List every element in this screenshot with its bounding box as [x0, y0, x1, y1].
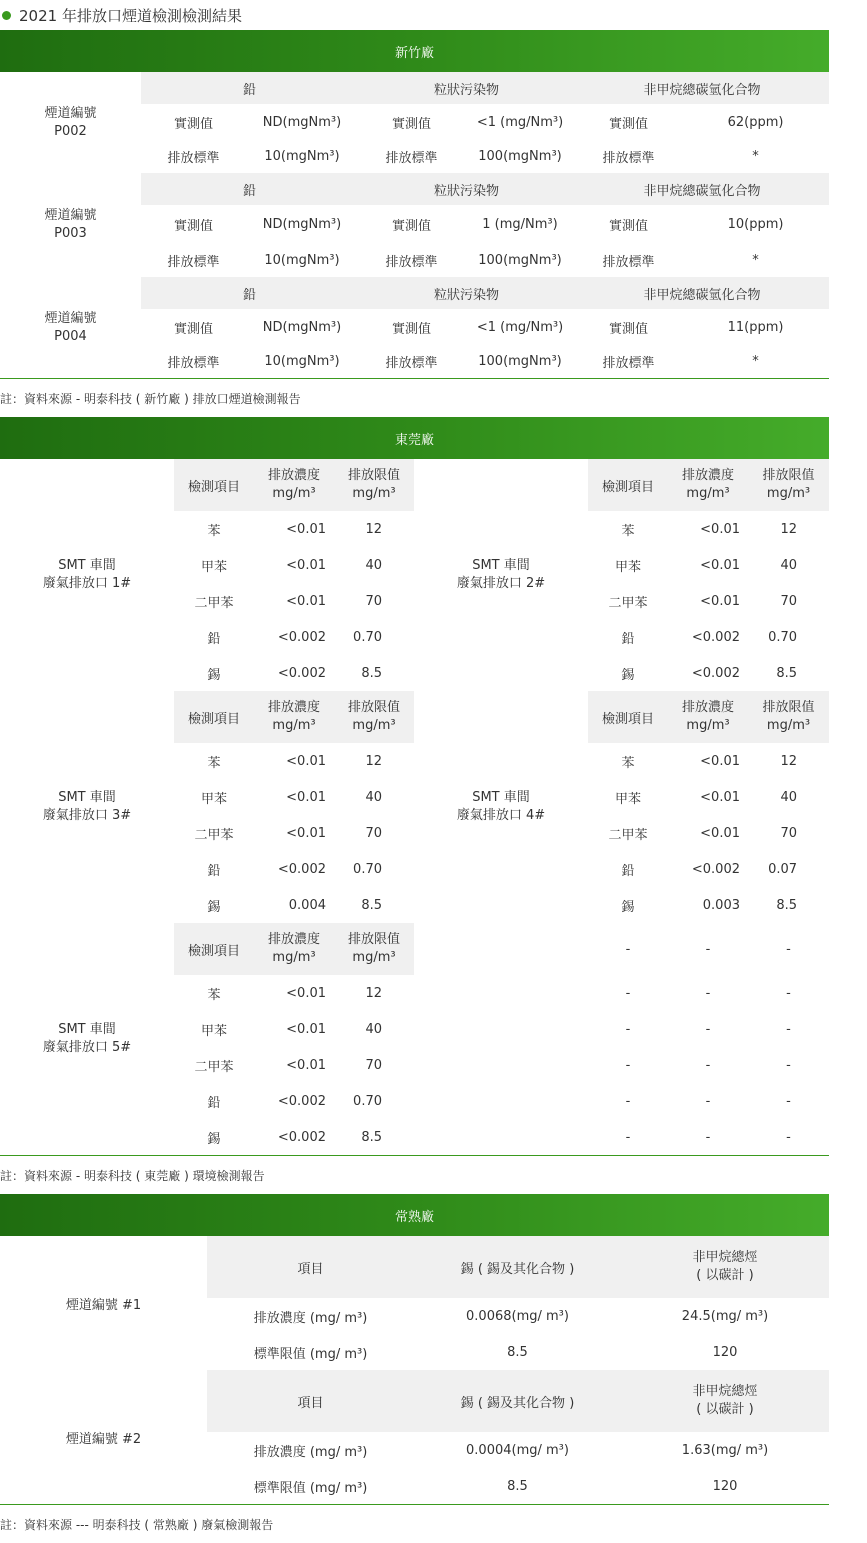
pollutant-name: 二甲苯 — [194, 595, 234, 611]
outlet-label — [0, 923, 174, 1156]
row-label-conc: 排放濃度 (mg/ m³) — [253, 1444, 368, 1460]
outlet-label — [414, 459, 588, 691]
emission-limit: 40 — [365, 789, 382, 805]
pm-measured: <1 (mg/Nm³) — [476, 319, 564, 335]
pm-measured: 1 (mg/Nm³) — [482, 217, 558, 232]
dash-cell: - — [625, 1021, 631, 1037]
conc-header-line1: 排放濃度 — [267, 932, 320, 948]
limit-header-line1: 排放限值 — [762, 468, 815, 484]
pollutant-name: 錫 — [621, 899, 635, 915]
emission-limit: 8.5 — [361, 1129, 382, 1145]
conc-header-unit: mg/m³ — [686, 718, 730, 733]
emission-conc: <0.002 — [691, 665, 740, 681]
limit-header-line1: 排放限值 — [347, 700, 400, 716]
col-item-header: 項目 — [207, 1370, 414, 1432]
col-lead-header: 鉛 — [141, 173, 358, 205]
dash-cell: - — [625, 985, 631, 1001]
col-particulate-header: 粒狀污染物 — [358, 72, 575, 104]
emission-limit: 0.07 — [768, 861, 798, 877]
empty-cell — [414, 923, 588, 975]
nmhc-measured: 11(ppm) — [727, 319, 784, 335]
col-item-header: 檢測項目 — [588, 459, 668, 511]
flue-label: 煙道編號 #1 — [65, 1297, 142, 1313]
col-limit-header — [748, 459, 829, 511]
nmhc-standard: * — [752, 149, 759, 164]
outlet-label — [0, 691, 174, 923]
pollutant-name: 錫 — [207, 899, 221, 915]
emission-conc: <0.01 — [286, 593, 326, 609]
col-limit-header — [334, 459, 414, 511]
emission-limit: 12 — [365, 985, 382, 1001]
outlet-label — [0, 459, 174, 691]
col-item-header: 檢測項目 — [174, 691, 254, 743]
conc-header-unit: mg/m³ — [686, 486, 730, 501]
changshu-plant-header: 常熟廠 — [0, 1194, 829, 1236]
flue-label — [0, 173, 141, 277]
pollutant-name: 二甲苯 — [194, 1059, 234, 1075]
pollutant-name: 鉛 — [207, 631, 221, 647]
conc-header-line1: 排放濃度 — [267, 700, 320, 716]
emission-limit: 0.70 — [353, 1093, 382, 1109]
col-item-header: 檢測項目 — [174, 459, 254, 511]
emission-conc: <0.01 — [700, 789, 740, 805]
nmhc-header-line1: 非甲烷總烴 — [692, 1250, 758, 1266]
flue-id: P002 — [54, 123, 87, 139]
hsinchu-note: 註：資料來源 - 明泰科技 ( 新竹廠 ) 排放口煙道檢測報告 — [0, 391, 301, 406]
emission-conc: <0.002 — [277, 861, 326, 877]
dash-cell: - — [705, 985, 711, 1001]
row-label-measured: 實測值 — [173, 116, 213, 132]
dash-cell: - — [786, 1129, 791, 1145]
row-label-limit: 標準限值 (mg/ m³) — [253, 1480, 368, 1496]
tin-limit: 8.5 — [507, 1344, 528, 1360]
emission-conc: <0.002 — [691, 629, 740, 645]
pm-measured: <1 (mg/Nm³) — [476, 114, 564, 130]
row-label-measured: 實測值 — [391, 321, 431, 337]
pollutant-name: 二甲苯 — [608, 827, 648, 843]
limit-header-unit: mg/m³ — [352, 486, 396, 501]
col-lead-header: 鉛 — [141, 72, 358, 104]
pollutant-name: 甲苯 — [614, 791, 641, 807]
table-row — [0, 459, 829, 511]
col-conc-header — [254, 923, 334, 975]
table-row — [0, 691, 829, 743]
emission-conc: <0.01 — [286, 789, 326, 805]
outlet-label-line2: 廢氣排放口 5# — [42, 1040, 132, 1055]
hsinchu-table — [0, 30, 829, 379]
dash-cell: - — [625, 1129, 631, 1145]
pollutant-name: 甲苯 — [614, 559, 641, 575]
emission-limit: 0.70 — [353, 861, 382, 877]
limit-header-line1: 排放限值 — [347, 932, 400, 948]
outlet-label-line1: SMT 車間 — [472, 558, 530, 574]
flue-label-line1: 煙道編號 — [44, 208, 97, 224]
dash-cell: - — [705, 1129, 711, 1145]
row-label-standard: 排放標準 — [385, 255, 438, 270]
row-label-standard: 排放標準 — [167, 255, 220, 270]
col-particulate-header: 粒狀污染物 — [358, 277, 575, 309]
row-label-standard: 排放標準 — [167, 151, 220, 166]
tin-conc: 0.0068(mg/ m³) — [466, 1308, 569, 1324]
emission-conc: <0.002 — [691, 861, 740, 877]
pm-standard: 100(mgNm³) — [478, 149, 562, 164]
emission-conc: <0.01 — [700, 753, 740, 769]
row-label-limit: 標準限值 (mg/ m³) — [253, 1346, 368, 1362]
col-lead-header: 鉛 — [141, 277, 358, 309]
dash-cell: - — [625, 941, 631, 957]
pollutant-name: 鉛 — [621, 863, 635, 879]
emission-limit: 0.70 — [768, 629, 798, 645]
nmhc-header-line2: ( 以碳計 ) — [696, 1268, 754, 1283]
row-label-measured: 實測值 — [173, 321, 213, 337]
empty-cell — [414, 1083, 588, 1119]
pollutant-name: 苯 — [621, 755, 635, 771]
pollutant-name: 鉛 — [207, 863, 221, 879]
outlet-label-line2: 廢氣排放口 3# — [42, 808, 132, 823]
table-row — [0, 173, 829, 205]
emission-limit: 70 — [780, 593, 798, 609]
pollutant-name: 甲苯 — [200, 559, 227, 575]
col-conc-header — [668, 691, 748, 743]
col-nmhc-header — [621, 1370, 829, 1432]
emission-conc: <0.002 — [277, 629, 326, 645]
emission-limit: 12 — [365, 521, 382, 537]
tin-limit: 8.5 — [507, 1478, 528, 1494]
tin-conc: 0.0004(mg/ m³) — [466, 1442, 569, 1458]
emission-conc: <0.002 — [277, 1093, 326, 1109]
col-item-header: 檢測項目 — [174, 923, 254, 975]
lead-measured: ND(mgNm³) — [262, 114, 342, 130]
nmhc-header-line2: ( 以碳計 ) — [696, 1402, 754, 1417]
limit-header-unit: mg/m³ — [352, 950, 396, 965]
emission-limit: 40 — [365, 1021, 382, 1037]
nmhc-header-line1: 非甲烷總烴 — [692, 1384, 758, 1400]
emission-limit: 70 — [780, 825, 798, 841]
emission-conc: <0.01 — [286, 985, 326, 1001]
col-item-header: 項目 — [207, 1236, 414, 1298]
row-label-measured: 實測值 — [391, 116, 431, 132]
col-limit-header — [334, 923, 414, 975]
emission-limit: 8.5 — [361, 897, 382, 913]
pollutant-name: 鉛 — [621, 631, 635, 647]
pollutant-name: 二甲苯 — [608, 595, 648, 611]
outlet-label-line1: SMT 車間 — [58, 790, 116, 806]
col-tin-header: 錫 ( 錫及其化合物 ) — [414, 1370, 621, 1432]
empty-cell — [414, 1011, 588, 1047]
nmhc-limit: 120 — [712, 1344, 738, 1360]
lead-standard: 10(mgNm³) — [264, 253, 340, 268]
lead-standard: 10(mgNm³) — [264, 354, 340, 369]
conc-header-line1: 排放濃度 — [267, 468, 320, 484]
col-limit-header — [334, 691, 414, 743]
pollutant-name: 錫 — [207, 667, 221, 683]
row-label-measured: 實測值 — [608, 116, 648, 132]
dash-cell: - — [786, 985, 791, 1001]
emission-conc: <0.002 — [277, 1129, 326, 1145]
row-label-standard: 排放標準 — [385, 356, 438, 371]
pollutant-name: 甲苯 — [200, 1023, 227, 1039]
lead-measured: ND(mgNm³) — [262, 217, 342, 232]
empty-cell — [414, 1119, 588, 1156]
emission-limit: 70 — [365, 1057, 382, 1073]
dongguan-note: 註：資料來源 - 明泰科技 ( 東莞廠 ) 環境檢測報告 — [0, 1168, 265, 1183]
dash-cell: - — [705, 1021, 711, 1037]
pollutant-name: 錫 — [621, 667, 635, 683]
limit-header-unit: mg/m³ — [352, 718, 396, 733]
emission-conc: <0.01 — [700, 593, 740, 609]
changshu-note: 註：資料來源 --- 明泰科技 ( 常熟廠 ) 廢氣檢測報告 — [0, 1517, 274, 1532]
limit-header-unit: mg/m³ — [766, 486, 811, 501]
table-row — [0, 1236, 829, 1298]
dash-cell: - — [705, 1057, 711, 1073]
col-conc-header — [254, 691, 334, 743]
flue-label: 煙道編號 #2 — [65, 1431, 142, 1447]
emission-conc: 0.003 — [702, 897, 740, 913]
outlet-label-line2: 廢氣排放口 4# — [456, 808, 546, 823]
conc-header-unit: mg/m³ — [272, 486, 316, 501]
emission-limit: 8.5 — [776, 665, 798, 681]
bullet-dot-icon — [2, 11, 11, 20]
limit-header-line1: 排放限值 — [762, 700, 815, 716]
outlet-label — [414, 691, 588, 923]
emission-conc: <0.01 — [286, 1057, 326, 1073]
emission-limit: 8.5 — [361, 665, 382, 681]
emission-conc: <0.01 — [286, 1021, 326, 1037]
row-label-standard: 排放標準 — [602, 255, 655, 270]
emission-conc: 0.004 — [288, 897, 326, 913]
row-label-measured: 實測值 — [391, 219, 431, 234]
lead-standard: 10(mgNm³) — [264, 149, 340, 164]
conc-header-unit: mg/m³ — [272, 718, 316, 733]
pollutant-name: 苯 — [207, 987, 221, 1003]
emission-limit: 70 — [365, 593, 382, 609]
dash-cell: - — [786, 1021, 791, 1037]
pollutant-name: 二甲苯 — [194, 827, 234, 843]
pm-standard: 100(mgNm³) — [478, 253, 562, 268]
flue-label — [0, 72, 141, 173]
dash-cell: - — [625, 1057, 631, 1073]
row-label-measured: 實測值 — [608, 219, 648, 234]
page-title — [0, 0, 867, 30]
emission-limit: 8.5 — [776, 897, 798, 913]
nmhc-measured: 62(ppm) — [727, 114, 784, 130]
col-limit-header — [748, 691, 829, 743]
col-nmhc-header: 非甲烷總碳氫化合物 — [575, 277, 829, 309]
row-label-measured: 實測值 — [608, 321, 648, 337]
flue-label-line1: 煙道編號 — [44, 105, 97, 121]
emission-limit: 70 — [365, 825, 382, 841]
col-tin-header: 錫 ( 錫及其化合物 ) — [414, 1236, 621, 1298]
table-row — [0, 923, 829, 975]
emission-limit: 12 — [780, 521, 798, 537]
pollutant-name: 苯 — [207, 755, 221, 771]
empty-cell — [414, 975, 588, 1011]
pollutant-name: 苯 — [621, 523, 635, 539]
emission-conc: <0.002 — [277, 665, 326, 681]
nmhc-conc: 24.5(mg/ m³) — [681, 1308, 769, 1324]
col-nmhc-header: 非甲烷總碳氫化合物 — [575, 72, 829, 104]
emission-conc: <0.01 — [286, 557, 326, 573]
pollutant-name: 苯 — [207, 523, 221, 539]
dash-cell: - — [705, 941, 711, 957]
col-conc-header — [254, 459, 334, 511]
emission-conc: <0.01 — [286, 825, 326, 841]
dash-cell: - — [786, 941, 791, 957]
flue-label-line1: 煙道編號 — [44, 310, 97, 326]
pollutant-name: 錫 — [207, 1131, 221, 1147]
emission-limit: 40 — [365, 557, 382, 573]
nmhc-standard: * — [752, 253, 759, 268]
table-row — [0, 1370, 829, 1432]
outlet-label-line2: 廢氣排放口 2# — [456, 576, 546, 591]
nmhc-limit: 120 — [712, 1478, 738, 1494]
conc-header-line1: 排放濃度 — [681, 700, 734, 716]
limit-header-unit: mg/m³ — [766, 718, 811, 733]
limit-header-line1: 排放限值 — [347, 468, 400, 484]
emission-conc: <0.01 — [286, 521, 326, 537]
table-row — [0, 277, 829, 309]
col-item-header: 檢測項目 — [588, 691, 668, 743]
col-particulate-header: 粒狀污染物 — [358, 173, 575, 205]
dash-cell: - — [625, 1093, 631, 1109]
outlet-label-line2: 廢氣排放口 1# — [42, 576, 132, 591]
changshu-table — [0, 1194, 829, 1505]
pm-standard: 100(mgNm³) — [478, 354, 562, 369]
lead-measured: ND(mgNm³) — [262, 319, 342, 335]
emission-conc: <0.01 — [700, 521, 740, 537]
empty-cell — [414, 1047, 588, 1083]
emission-conc: <0.01 — [700, 557, 740, 573]
emission-limit: 40 — [780, 557, 798, 573]
col-nmhc-header: 非甲烷總碳氫化合物 — [575, 173, 829, 205]
row-label-standard: 排放標準 — [167, 356, 220, 371]
emission-limit: 12 — [365, 753, 382, 769]
pollutant-name: 鉛 — [207, 1095, 221, 1111]
row-label-standard: 排放標準 — [602, 356, 655, 371]
outlet-label-line1: SMT 車間 — [472, 790, 530, 806]
flue-id: P003 — [54, 226, 87, 241]
dash-cell: - — [786, 1057, 791, 1073]
row-label-measured: 實測值 — [173, 219, 213, 234]
nmhc-standard: * — [752, 354, 759, 369]
hsinchu-plant-header: 新竹廠 — [0, 30, 829, 72]
conc-header-line1: 排放濃度 — [681, 468, 734, 484]
outlet-label-line1: SMT 車間 — [58, 558, 116, 574]
emission-limit: 12 — [780, 753, 798, 769]
dongguan-table — [0, 417, 829, 1156]
flue-id: P004 — [54, 328, 87, 344]
emission-conc: <0.01 — [286, 753, 326, 769]
emission-limit: 0.70 — [353, 629, 382, 645]
dash-cell: - — [705, 1093, 711, 1109]
table-row — [0, 72, 829, 104]
emission-conc: <0.01 — [700, 825, 740, 841]
nmhc-conc: 1.63(mg/ m³) — [681, 1442, 769, 1458]
col-nmhc-header — [621, 1236, 829, 1298]
page-title-text: 2021 年排放口煙道檢測檢測結果 — [19, 6, 242, 25]
emission-limit: 40 — [780, 789, 798, 805]
flue-label — [0, 277, 141, 379]
col-conc-header — [668, 459, 748, 511]
pollutant-name: 甲苯 — [200, 791, 227, 807]
row-label-standard: 排放標準 — [385, 151, 438, 166]
nmhc-measured: 10(ppm) — [727, 217, 784, 232]
row-label-standard: 排放標準 — [602, 151, 655, 166]
dash-cell: - — [786, 1093, 791, 1109]
conc-header-unit: mg/m³ — [272, 950, 316, 965]
row-label-conc: 排放濃度 (mg/ m³) — [253, 1310, 368, 1326]
dongguan-plant-header: 東莞廠 — [0, 417, 829, 459]
outlet-label-line1: SMT 車間 — [58, 1022, 116, 1038]
